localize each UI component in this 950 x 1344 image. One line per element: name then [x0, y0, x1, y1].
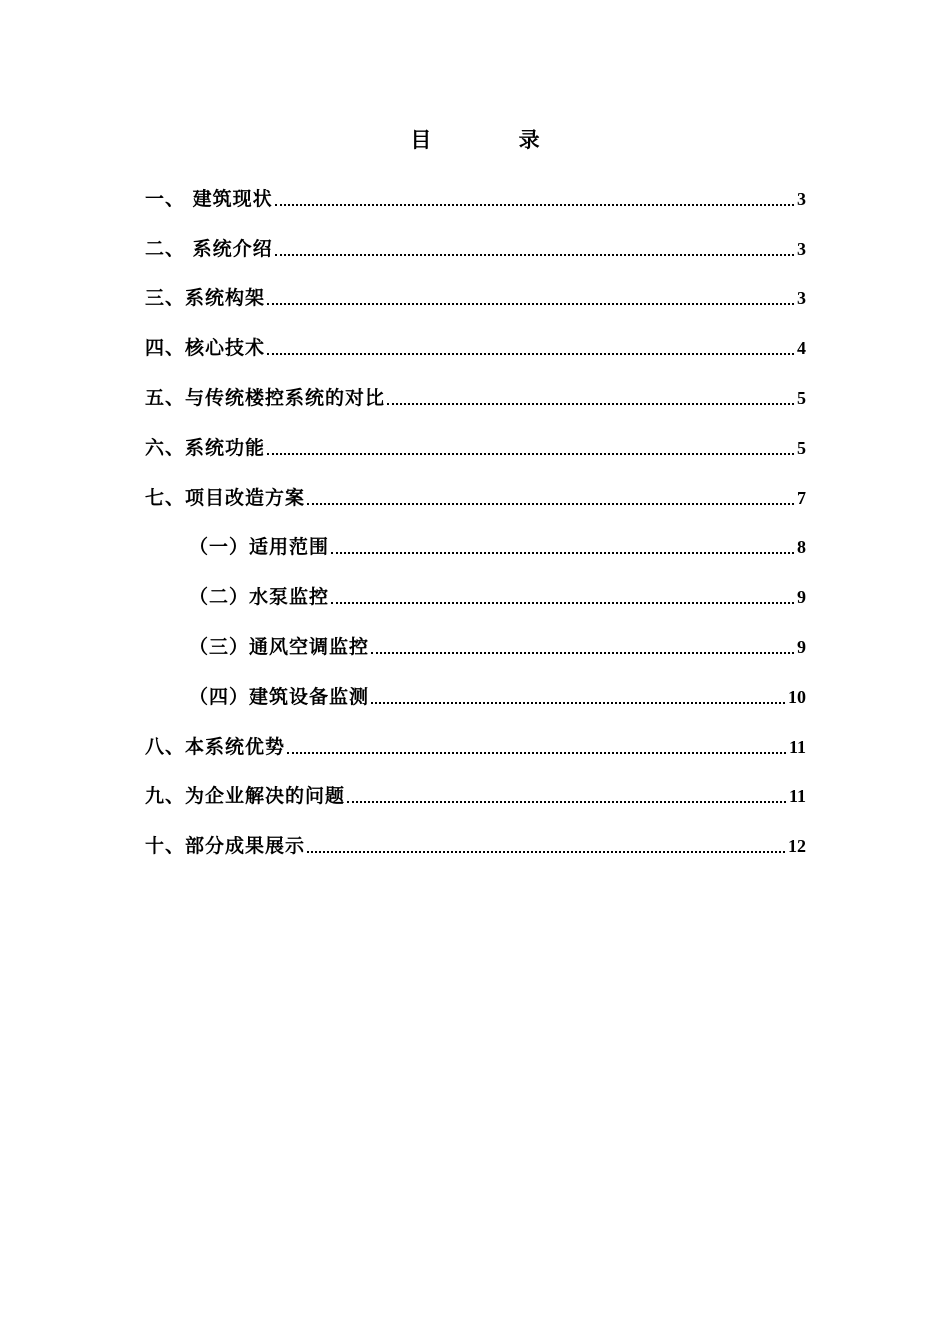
toc-leader-dots: [267, 353, 794, 355]
toc-leader-dots: [371, 702, 785, 704]
toc-page-number: 10: [788, 686, 806, 707]
toc-entry-label: （一）适用范围: [189, 536, 330, 559]
toc-leader-dots: [287, 752, 786, 754]
toc-entry-core-technology[interactable]: [145, 323, 806, 373]
toc-entry-system-intro[interactable]: [145, 224, 806, 274]
toc-page-number: 9: [797, 636, 806, 657]
toc-entry-comparison[interactable]: [145, 373, 806, 423]
toc-page-number: 7: [797, 487, 806, 508]
toc-list: [145, 174, 806, 871]
toc-leader-dots: [267, 303, 794, 305]
toc-entry-label: 五、与传统楼控系统的对比: [145, 386, 386, 409]
toc-page-number: 9: [797, 587, 806, 608]
toc-entry-label: 十、部分成果展示: [145, 835, 306, 858]
toc-page-number: 3: [797, 288, 806, 309]
toc-entry-label: （四）建筑设备监测: [189, 685, 370, 708]
toc-leader-dots: [331, 602, 794, 604]
toc-leader-dots: [275, 254, 794, 256]
toc-leader-dots: [275, 204, 794, 206]
toc-entry-label: 二、 系统介绍: [145, 237, 273, 260]
toc-entry-label: 八、本系统优势: [145, 735, 286, 758]
toc-page-number: 4: [797, 338, 806, 359]
toc-page-number: 11: [788, 736, 806, 757]
toc-entry-label: 七、项目改造方案: [145, 486, 306, 509]
toc-page-number: 3: [797, 238, 806, 259]
toc-page-number: 5: [797, 387, 806, 408]
toc-entry-label: （三）通风空调监控: [189, 635, 370, 658]
toc-leader-dots: [307, 503, 794, 505]
toc-entry-label: 三、系统构架: [145, 287, 266, 310]
toc-page-number: 12: [788, 836, 806, 857]
toc-entry-system-functions[interactable]: [145, 423, 806, 473]
toc-leader-dots: [331, 552, 794, 554]
toc-leader-dots: [267, 453, 794, 455]
toc-entry-system-architecture[interactable]: [145, 274, 806, 324]
toc-leader-dots: [387, 403, 794, 405]
toc-entry-scope[interactable]: [145, 523, 806, 573]
toc-entry-renovation-plan[interactable]: [145, 473, 806, 523]
toc-title: 目 录: [410, 128, 580, 152]
toc-page-number: 5: [797, 437, 806, 458]
toc-leader-dots: [347, 801, 786, 803]
toc-entry-label: （二）水泵监控: [189, 586, 330, 609]
toc-entry-results-showcase[interactable]: [145, 821, 806, 871]
toc-entry-label: 四、核心技术: [145, 337, 266, 360]
toc-entry-equipment-monitoring[interactable]: [145, 672, 806, 722]
toc-leader-dots: [307, 851, 785, 853]
toc-entry-hvac-monitoring[interactable]: [145, 622, 806, 672]
toc-entry-problems-solved[interactable]: [145, 772, 806, 822]
toc-entry-building-status[interactable]: [145, 174, 806, 224]
toc-entry-pump-monitoring[interactable]: [145, 572, 806, 622]
toc-entry-label: 一、 建筑现状: [145, 187, 273, 210]
toc-page-number: 8: [797, 537, 806, 558]
toc-leader-dots: [371, 652, 794, 654]
toc-entry-label: 九、为企业解决的问题: [145, 785, 346, 808]
toc-entry-label: 六、系统功能: [145, 436, 266, 459]
toc-entry-system-advantages[interactable]: [145, 722, 806, 772]
toc-page-number: 3: [797, 188, 806, 209]
toc-page-number: 11: [788, 786, 806, 807]
